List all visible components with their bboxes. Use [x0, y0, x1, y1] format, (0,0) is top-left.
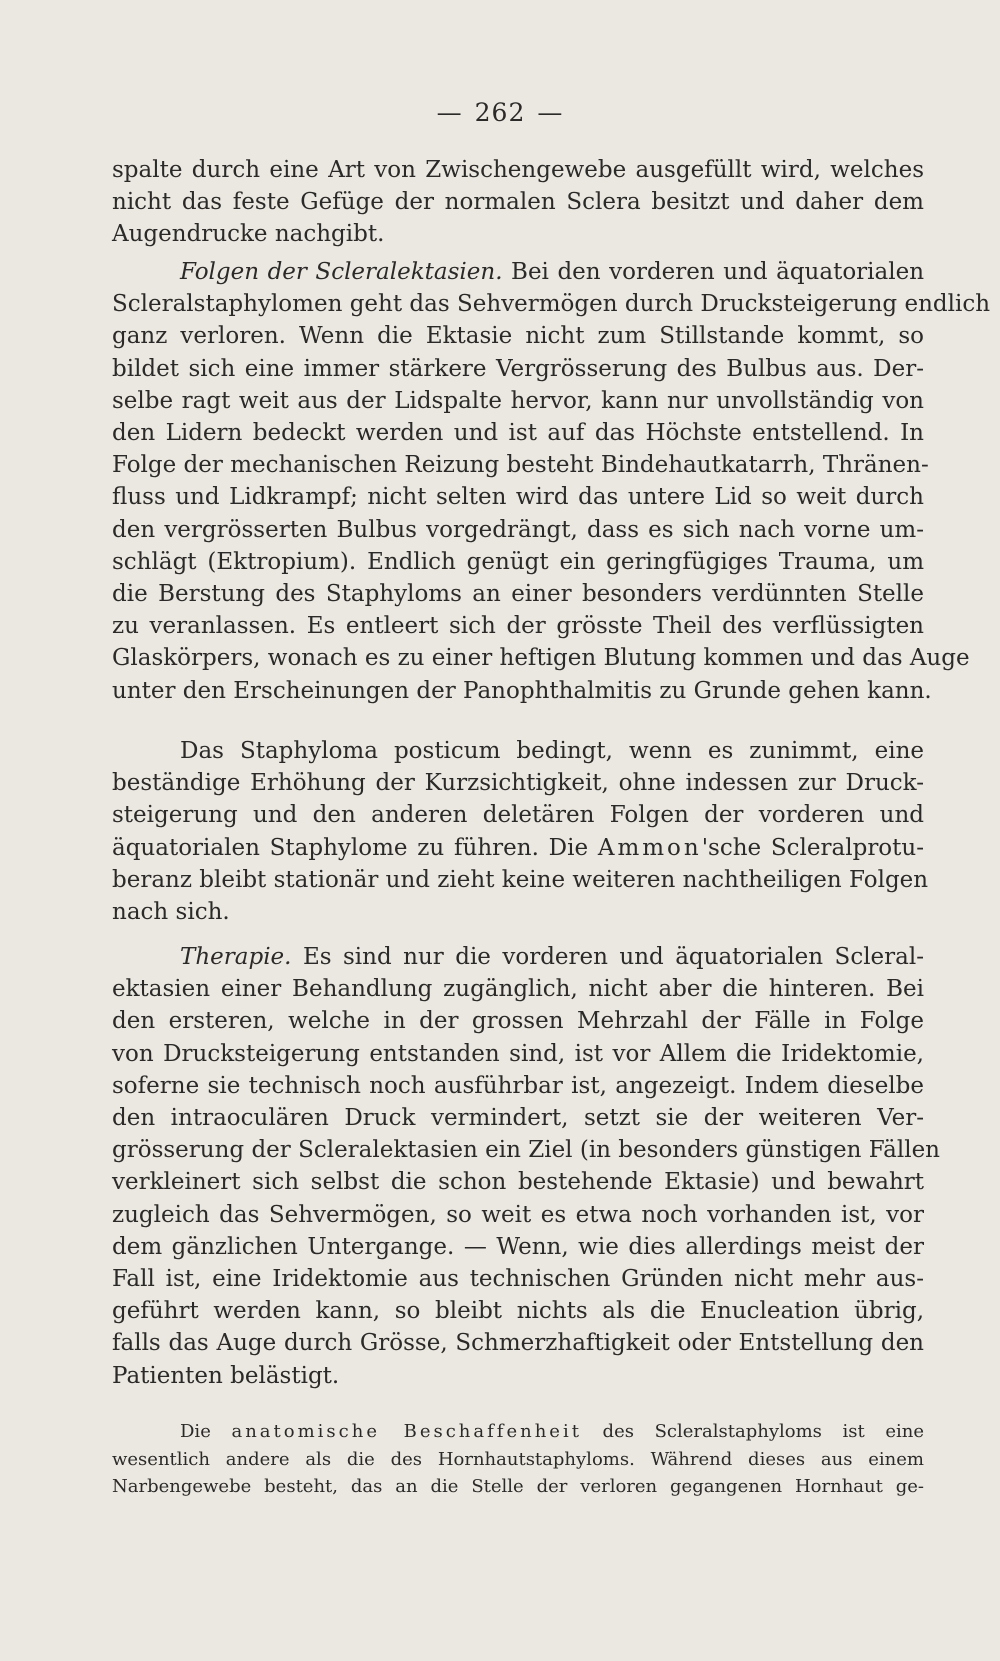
author-name-ammon: Ammon — [597, 834, 702, 861]
text-line — [112, 832, 924, 864]
text-line: zu veranlassen. Es entleert sich der grösste Theil des verflüssigten — [112, 613, 924, 640]
text-line: dem gänzlichen Untergange. — Wenn, wie dies allerdings meist der — [112, 1233, 924, 1260]
text-line: Scleralstaphylomen geht das Sehvermögen durch Drucksteigerung endlich — [112, 291, 991, 318]
text-fragment: des Scleralstaphyloms ist eine — [581, 1421, 925, 1442]
text-line: den Lidern bedeckt werden und ist auf das Höchste entstellend. In — [112, 420, 924, 447]
text-line: den intraoculären Druck vermindert, setzt sie der weiteren Ver- — [112, 1105, 924, 1132]
text-line: fluss und Lidkrampf; nicht selten wird das untere Lid so weit durch — [112, 484, 924, 511]
text-line: Patienten belästigt. — [112, 1362, 340, 1389]
paragraph-folgen — [112, 256, 991, 707]
text-fragment: äquatorialen Staphylome zu führen. Die — [112, 834, 598, 861]
footnote-emphasis: anatomische Beschaffenheit — [231, 1421, 582, 1442]
text-line: selbe ragt weit aus der Lidspalte hervor, kann nur unvollständig von — [112, 387, 924, 414]
text-line — [112, 256, 924, 288]
text-line: Fall ist, eine Iridektomie aus technischen Gründen nicht mehr aus- — [112, 1266, 924, 1293]
paragraph-continuation — [112, 154, 924, 251]
page-number-value: 262 — [474, 98, 526, 127]
text-line: unter den Erscheinungen der Panophthalmitis zu Grunde gehen kann. — [112, 677, 932, 704]
text-line: ganz verloren. Wenn die Ektasie nicht zum Stillstande kommt, so — [112, 323, 924, 350]
text-line: beständige Erhöhung der Kurzsichtigkeit, ohne indessen zur Druck- — [112, 770, 924, 797]
text-fragment: Die — [180, 1421, 232, 1442]
text-line: Folge der mechanischen Reizung besteht Bindehautkatarrh, Thränen- — [112, 452, 929, 479]
text-line: Das Staphyloma posticum bedingt, wenn es zunimmt, eine — [180, 738, 924, 764]
page-number-dash-right: — — [537, 98, 564, 127]
text-line: beranz bleibt stationär und zieht keine weiteren nachtheiligen Folgen — [112, 866, 929, 893]
paragraph-staphyloma-posticum — [112, 735, 929, 928]
text-fragment: 'sche Scleralprotu- — [701, 834, 924, 861]
footnote — [112, 1418, 924, 1501]
text-line — [112, 941, 924, 973]
page-number — [0, 98, 1000, 127]
text-line: den ersteren, welche in der grossen Mehrzahl der Fälle in Folge — [112, 1008, 924, 1035]
text-line: grösserung der Scleralektasien ein Ziel (in besonders günstigen Fällen — [112, 1137, 940, 1164]
text-line: die Berstung des Staphyloms an einer besonders verdünnten Stelle — [112, 581, 924, 608]
text-line: zugleich das Sehvermögen, so weit es etwa noch vorhanden ist, vor — [112, 1201, 924, 1228]
text-line: falls das Auge durch Grösse, Schmerzhaftigkeit oder Entstellung den — [112, 1330, 924, 1357]
footnote-line: Narbengewebe besteht, das an die Stelle der verloren gegangenen Hornhaut ge- — [112, 1476, 924, 1497]
text-line: schlägt (Ektropium). Endlich genügt ein geringfügiges Trauma, um — [112, 548, 924, 575]
text-line: spalte durch eine Art von Zwischengewebe ausgefüllt wird, welches — [112, 157, 924, 183]
text-line: den vergrösserten Bulbus vorgedrängt, dass es sich nach vorne um- — [112, 516, 924, 543]
section-heading-therapie: Therapie. — [180, 944, 292, 970]
page-number-dash-left: — — [436, 98, 463, 127]
footnote-line: wesentlich andere als die des Hornhautstaphyloms. Während dieses aus einem — [112, 1448, 924, 1470]
text-line: soferne sie technisch noch ausführbar ist, angezeigt. Indem dieselbe — [112, 1072, 924, 1099]
text-line: Glaskörpers, wonach es zu einer heftigen Blutung kommen und das Auge — [112, 645, 970, 672]
text-line: ektasien einer Behandlung zugänglich, nicht aber die hinteren. Bei — [112, 976, 924, 1003]
paragraph-therapie — [112, 941, 940, 1392]
text-fragment: Es sind nur die vorderen und äquatorialen Scleral- — [302, 944, 924, 970]
text-line: verkleinert sich selbst die schon bestehende Ektasie) und bewahrt — [112, 1169, 924, 1196]
text-line: von Drucksteigerung entstanden sind, ist vor Allem die Iridektomie, — [112, 1040, 924, 1067]
text-line: geführt werden kann, so bleibt nichts als die Enucleation übrig, — [112, 1298, 924, 1325]
footnote-line — [112, 1418, 924, 1446]
text-line: nach sich. — [112, 899, 230, 926]
text-fragment: Bei den vorderen und äquatorialen — [511, 259, 925, 285]
text-line: bildet sich eine immer stärkere Vergrösserung des Bulbus aus. Der- — [112, 355, 924, 382]
text-line: nicht das feste Gefüge der normalen Sclera besitzt und daher dem — [112, 189, 924, 216]
text-line: Augendrucke nachgibt. — [112, 221, 385, 248]
section-heading-folgen: Folgen der Scleralektasien. — [180, 259, 503, 285]
text-line: steigerung und den anderen deletären Folgen der vorderen und — [112, 802, 924, 829]
